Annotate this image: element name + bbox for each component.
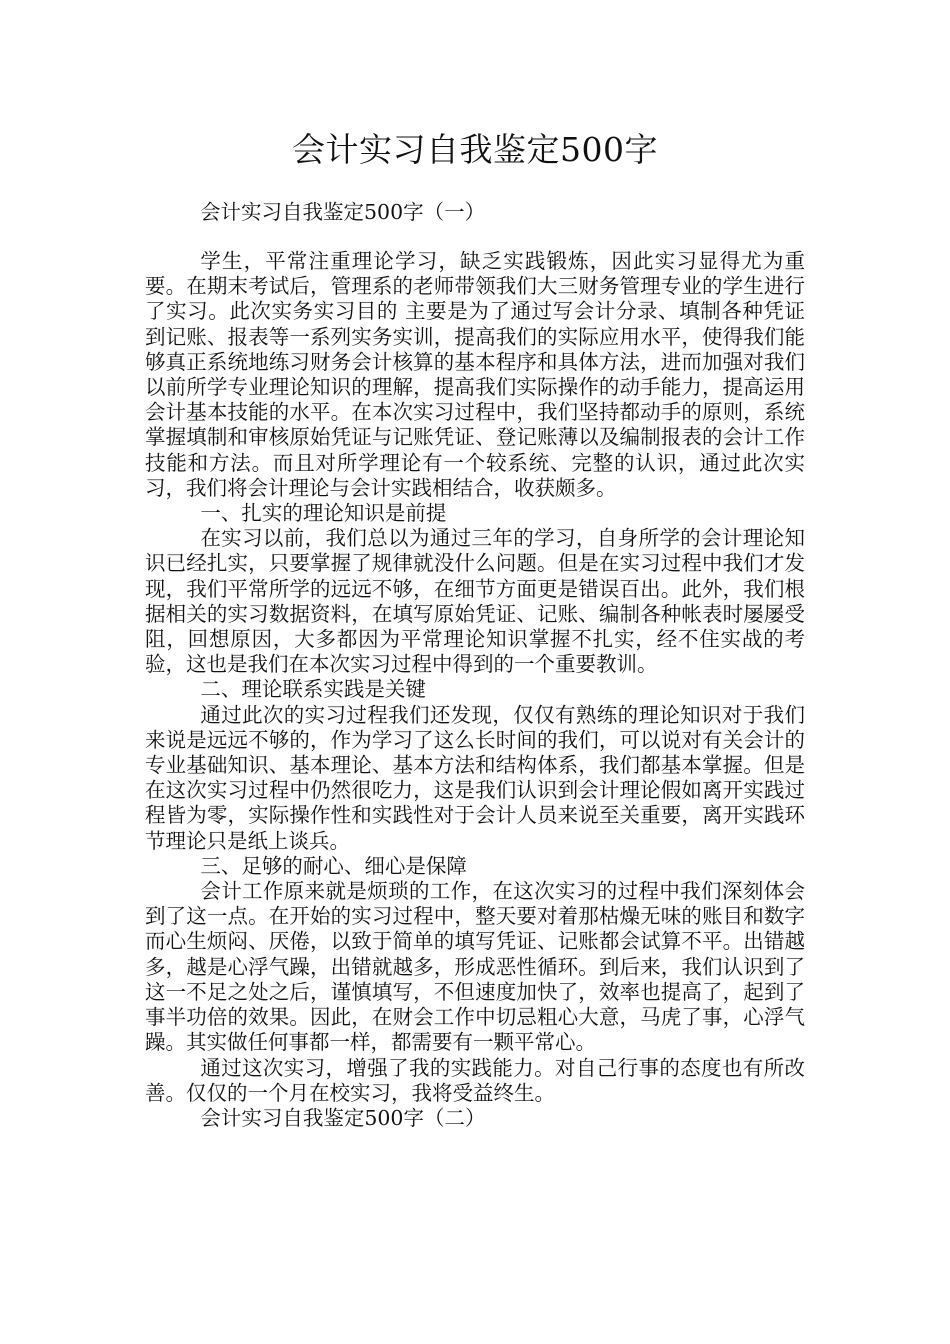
section-heading-2: 二、理论联系实践是关键 — [200, 677, 426, 702]
document-title: 会计实习自我鉴定500字 — [292, 130, 658, 169]
paragraph-conclusion: 通过这次实习，增强了我的实践能力。对自己行事的态度也有所改善。仅仅的一个月在校实习，我将受益终生。 — [145, 1055, 805, 1105]
paragraph-patience: 会计工作原来就是烦琐的工作，在这次实习的过程中我们深刻体会到了这一点。在开始的实习过程中，整天要对着那枯燥无味的账目和数字而心生烦闷、厌倦，以致于简单的填写凭证、记账都会试算不平。出错越多，越是心浮气躁，出错就越多，形成恶性循环。到后来，我们认识到了这一不足之处之后，谨慎填写，不但速度加快了，效率也提高了，起到了事半功倍的效果。因此，在财会工作中切忌粗心大意，马虎了事，心浮气躁。其实做任何事都一样，都需要有一颗平常心。 — [145, 879, 805, 1055]
paragraph-theory: 在实习以前，我们总以为通过三年的学习，自身所学的会计理论知识已经扎实，只要掌握了规律就没什么问题。但是在实习过程中我们才发现，我们平常所学的远远不够，在细节方面更是错误百出。此外，我们根据相关的实习数据资料，在填写原始凭证、记账、编制各种帐表时屡屡受阻，回想原因，大多都因为平常理论知识掌握不扎实，经不住实战的考验，这也是我们在本次实习过程中得到的一个重要教训。 — [145, 526, 805, 677]
paragraph-intro: 学生，平常注重理论学习，缺乏实践锻炼，因此实习显得尤为重要。在期末考试后，管理系的老师带领我们大三财务管理专业的学生进行了实习。此次实务实习目的 主要是为了通过写会计分录、填制各种凭证到记账、报表等一系列实务实训，提高我们的实际应用水平，使得我们能够真正系统地练习财务会计核算的基本程序和具体方法，进而加强对我们以前所学专业理论知识的理解，提高我们实际操作的动手能力，提高运用会计基本技能的水平。在本次实习过程中，我们坚持都动手的原则，系统掌握填制和审核原始凭证与记账凭证、登记账薄以及编制报表的会计工作技能和方法。而且对所学理论有一个较系统、完整的认识，通过此次实习，我们将会计理论与会计实践相结合，收获颇多。 — [145, 249, 805, 500]
paragraph-practice: 通过此次的实习过程我们还发现，仅仅有熟练的理论知识对于我们来说是远远不够的，作为学习了这么长时间的我们，可以说对有关会计的专业基础知识、基本理论、基本方法和结构体系，我们都基本掌握。但是在这次实习过程中仍然很吃力，这是我们认识到会计理论假如离开实践过程皆为零，实际操作性和实践性对于会计人员来说至关重要，离开实践环节理论只是纸上谈兵。 — [145, 702, 805, 853]
article-body — [145, 249, 805, 1131]
section-one-title: 会计实习自我鉴定500字（一） — [200, 200, 486, 224]
section-heading-1: 一、扎实的理论知识是前提 — [200, 501, 447, 526]
section-heading-3: 三、足够的耐心、细心是保障 — [200, 853, 467, 878]
section-two-title: 会计实习自我鉴定500字（二） — [200, 1105, 486, 1130]
